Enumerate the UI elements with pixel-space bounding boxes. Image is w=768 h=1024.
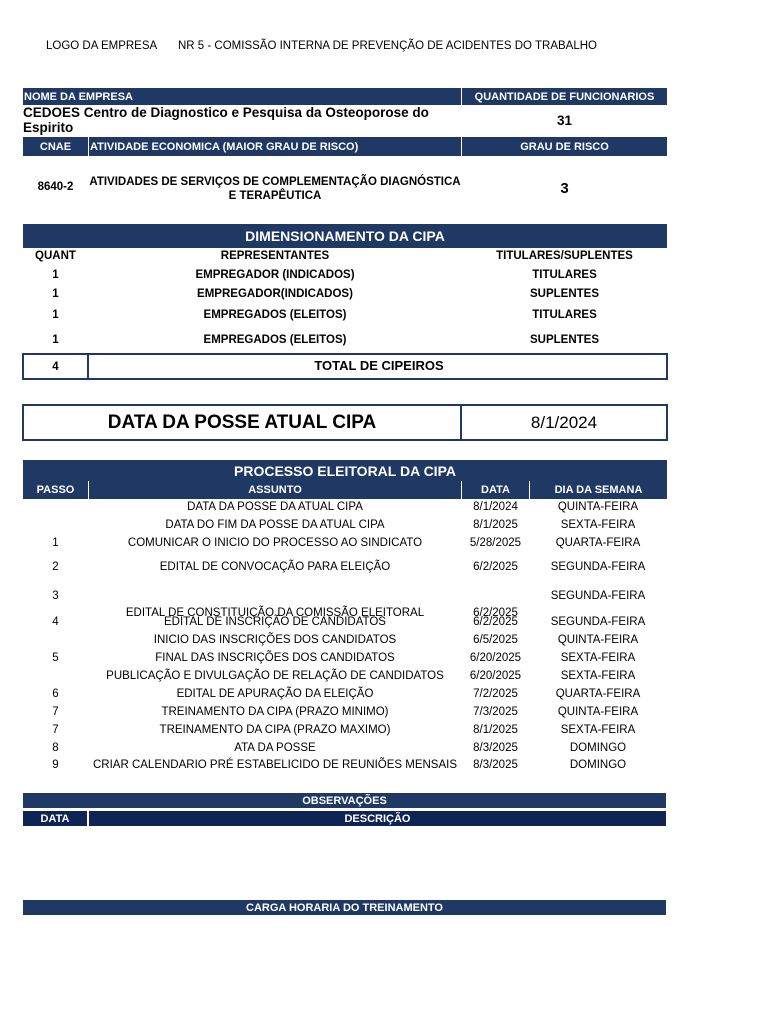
col-obs-data: DATA (40, 812, 70, 825)
cipa-total-quant-box (22, 353, 89, 380)
processo-header-bar (23, 481, 667, 499)
carga-title: CARGA HORARIA DO TREINAMENTO (246, 901, 443, 914)
processo-row (0, 650, 768, 666)
col-data: DATA (481, 484, 510, 496)
processo-assunto: EDITAL DE APURAÇÃO DA ELEIÇÃO (176, 688, 374, 700)
employee-qty: 31 (556, 112, 573, 128)
col-assunto: ASSUNTO (248, 484, 302, 496)
processo-dia: SEXTA-FEIRA (560, 670, 636, 682)
processo-passo: 5 (52, 652, 59, 664)
cnae-value: 8640-2 (37, 181, 74, 193)
processo-dia: SEXTA-FEIRA (560, 724, 636, 736)
processo-row (0, 704, 768, 720)
activity-line-1: ATIVIDADES DE SERVIÇOS DE COMPLEMENTAÇÃO DIAGNÓSTICA (89, 176, 461, 188)
processo-assunto: CRIAR CALENDARIO PRÉ ESTABELICIDO DE REUNIÕES MENSAIS (92, 759, 458, 771)
cipa-column-headers (0, 248, 768, 264)
company-name-label: NOME DA EMPRESA (24, 90, 133, 103)
processo-assunto: EDITAL DE INSCRIÇÃO DE CANDIDATOS (164, 616, 386, 628)
observacoes-title: OBSERVAÇÕES (302, 794, 387, 807)
cipa-rep: EMPREGADOR(INDICADOS) (197, 287, 353, 300)
processo-passo: 7 (52, 706, 59, 718)
processo-dia: DOMINGO (569, 759, 627, 771)
processo-assunto: PUBLICAÇÃO E DIVULGAÇÃO DE RELAÇÃO DE CANDIDATOS (106, 670, 444, 682)
form-title: NR 5 - COMISSÃO INTERNA DE PREVENÇÃO DE ACIDENTES DO TRABALHO (178, 40, 597, 52)
processo-dia: QUINTA-FEIRA (557, 634, 639, 646)
processo-data: 6/2/2025 (473, 560, 518, 573)
cipa-quant: 1 (52, 287, 59, 300)
processo-row (0, 517, 768, 533)
processo-data: 6/20/2025 (469, 652, 522, 664)
processo-passo: 2 (52, 560, 59, 573)
processo-dia: DOMINGO (569, 742, 627, 754)
processo-dia: QUARTA-FEIRA (555, 537, 641, 549)
processo-passo (23, 668, 88, 684)
risk-label: GRAU DE RISCO (520, 140, 609, 153)
processo-row (0, 722, 768, 738)
processo-passo: 9 (52, 759, 59, 771)
cipa-tit: SUPLENTES (529, 333, 599, 346)
employee-qty-label: QUANTIDADE DE FUNCIONARIOS (474, 90, 655, 103)
processo-assunto: TREINAMENTO DA CIPA (PRAZO MAXIMO) (159, 724, 391, 736)
processo-data: 5/28/2025 (469, 537, 522, 549)
processo-dia: SEGUNDA-FEIRA (550, 616, 646, 628)
cipa-quant: 1 (52, 308, 59, 321)
company-name: CEDOES Centro de Diagnostico e Pesquisa da Osteoporose do Espirito (23, 105, 429, 135)
cipa-quant: 1 (52, 333, 59, 346)
processo-assunto: ATA DA POSSE (234, 742, 316, 754)
processo-row (0, 632, 768, 648)
processo-passo (23, 499, 88, 515)
carga-title-bar (23, 900, 666, 915)
cipa-row (0, 331, 768, 348)
activity-label: ATIVIDADE ECONOMICA (MAIOR GRAU DE RISCO) (90, 140, 359, 153)
processo-dia: QUARTA-FEIRA (555, 688, 641, 700)
cipa-title-bar (23, 224, 667, 248)
cipa-rep: EMPREGADOS (ELEITOS) (203, 333, 347, 346)
processo-dia: QUINTA-FEIRA (557, 501, 639, 513)
processo-data: 8/1/2025 (473, 724, 518, 736)
processo-assunto: TREINAMENTO DA CIPA (PRAZO MINIMO) (161, 706, 389, 718)
cipa-title: DIMENSIONAMENTO DA CIPA (245, 228, 445, 244)
processo-assunto: INICIO DAS INSCRIÇÕES DOS CANDIDATOS (153, 634, 397, 646)
cipa-tit: TITULARES (532, 268, 597, 281)
posse-label-box (22, 404, 462, 441)
processo-assunto: FINAL DAS INSCRIÇÕES DOS CANDIDATOS (155, 652, 395, 664)
processo-passo: 4 (52, 616, 59, 628)
processo-assunto: DATA DA POSSE DA ATUAL CIPA (187, 501, 363, 513)
cipa-total-label-box (87, 353, 668, 380)
processo-assunto: EDITAL DE CONSTITUIÇÃO DA COMISSÃO ELEITORAL (125, 607, 425, 619)
processo-row (0, 740, 768, 756)
cnae-label: CNAE (39, 140, 72, 153)
processo-row (0, 614, 768, 630)
processo-passo: 3 (52, 590, 59, 602)
logo-placeholder: LOGO DA EMPRESA (46, 40, 158, 52)
processo-data: 8/1/2024 (473, 501, 518, 513)
processo-dia: SEGUNDA-FEIRA (550, 590, 646, 602)
processo-row (0, 686, 768, 702)
processo-row (0, 499, 768, 515)
activity-description (88, 175, 462, 203)
activity-line-2: E TERAPÊUTICA (228, 190, 322, 202)
processo-passo: 7 (52, 724, 59, 736)
processo-data: 8/1/2025 (473, 519, 518, 531)
posse-label: DATA DA POSSE ATUAL CIPA (107, 411, 377, 433)
processo-dia: SEXTA-FEIRA (560, 519, 636, 531)
processo-row (0, 558, 768, 575)
processo-data: 7/3/2025 (473, 706, 518, 718)
posse-date: 8/1/2024 (530, 412, 598, 432)
company-header-bar (23, 88, 667, 105)
observacoes-header-bar (23, 811, 666, 826)
processo-data: 6/5/2025 (473, 634, 518, 646)
posse-date-box (460, 404, 668, 441)
processo-row (0, 668, 768, 684)
processo-assunto: DATA DO FIM DA POSSE DA ATUAL CIPA (165, 519, 385, 531)
processo-passo (23, 632, 88, 648)
activity-header-bar (23, 137, 667, 156)
col-titulares: TITULARES/SUPLENTES (496, 250, 633, 262)
processo-title-bar (23, 460, 667, 481)
cipa-rep: EMPREGADOR (INDICADOS) (195, 268, 355, 281)
col-passo: PASSO (36, 484, 75, 496)
processo-dia: QUINTA-FEIRA (557, 706, 639, 718)
processo-data: 6/2/2025 (473, 616, 518, 628)
cipa-tit: SUPLENTES (529, 287, 599, 300)
cipa-total-quant: 4 (52, 360, 59, 373)
cipa-total-label: TOTAL DE CIPEIROS (314, 358, 444, 373)
processo-dia: SEGUNDA-FEIRA (550, 560, 646, 573)
observacoes-title-bar (23, 793, 666, 808)
processo-passo (23, 517, 88, 533)
processo-assunto: EDITAL DE CONVOCAÇÃO PARA ELEIÇÃO (159, 560, 391, 573)
cipa-rep: EMPREGADOS (ELEITOS) (203, 308, 347, 321)
col-dia: DIA DA SEMANA (554, 484, 643, 496)
cipa-row (0, 306, 768, 323)
processo-data: 7/2/2025 (473, 688, 518, 700)
processo-assunto: COMUNICAR O INICIO DO PROCESSO AO SINDICATO (127, 537, 423, 549)
processo-title: PROCESSO ELEITORAL DA CIPA (234, 462, 456, 479)
processo-passo: 1 (52, 537, 59, 549)
processo-dia: SEXTA-FEIRA (560, 652, 636, 664)
cipa-tit: TITULARES (532, 308, 597, 321)
processo-data: 6/20/2025 (469, 670, 522, 682)
processo-row (0, 535, 768, 551)
processo-row (0, 757, 768, 773)
processo-passo: 6 (52, 688, 59, 700)
col-obs-descricao: DESCRIÇÃO (344, 812, 411, 825)
col-representantes: REPRESENTANTES (220, 250, 330, 262)
col-quant: QUANT (35, 250, 76, 262)
processo-data: 8/3/2025 (473, 742, 518, 754)
processo-data: 6/2/2025 (473, 607, 518, 619)
cipa-row (0, 285, 768, 302)
processo-data: 8/3/2025 (473, 759, 518, 771)
processo-passo: 8 (52, 742, 59, 754)
risk-value: 3 (560, 179, 569, 197)
cipa-quant: 1 (52, 268, 59, 281)
cipa-row (0, 266, 768, 283)
